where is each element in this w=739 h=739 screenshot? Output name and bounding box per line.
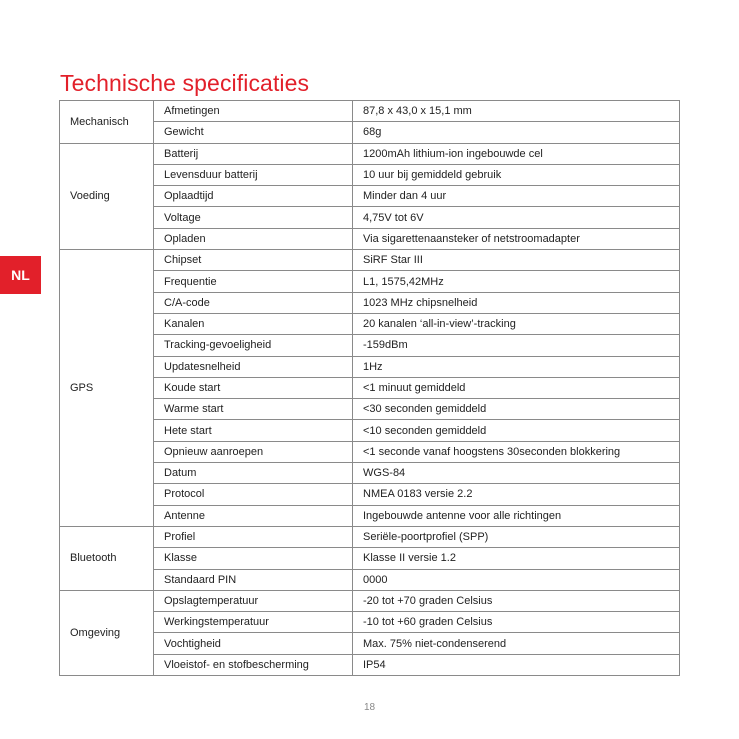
spec-label: Chipset xyxy=(154,250,353,271)
spec-value: 0000 xyxy=(353,569,680,590)
spec-value: 87,8 x 43,0 x 15,1 mm xyxy=(353,101,680,122)
spec-value: Klasse II versie 1.2 xyxy=(353,548,680,569)
spec-value: Max. 75% niet-condenserend xyxy=(353,633,680,654)
spec-value: Ingebouwde antenne voor alle richtingen xyxy=(353,505,680,526)
spec-value: L1, 1575,42MHz xyxy=(353,271,680,292)
spec-table xyxy=(59,100,680,676)
page-number: 18 xyxy=(363,702,376,713)
spec-value: 4,75V tot 6V xyxy=(353,207,680,228)
spec-label: Opladen xyxy=(154,228,353,249)
spec-value: 1Hz xyxy=(353,356,680,377)
spec-label: Frequentie xyxy=(154,271,353,292)
spec-label: Kanalen xyxy=(154,313,353,334)
spec-value: IP54 xyxy=(353,654,680,675)
spec-label: Vloeistof- en stofbescherming xyxy=(154,654,353,675)
spec-value: <30 seconden gemiddeld xyxy=(353,399,680,420)
table-row xyxy=(60,101,680,122)
spec-value: Via sigarettenaansteker of netstroomadapter xyxy=(353,228,680,249)
spec-label: Vochtigheid xyxy=(154,633,353,654)
spec-label: Datum xyxy=(154,463,353,484)
table-row xyxy=(60,590,680,611)
spec-value: NMEA 0183 versie 2.2 xyxy=(353,484,680,505)
spec-value: Minder dan 4 uur xyxy=(353,186,680,207)
group-label: Omgeving xyxy=(60,590,154,675)
spec-label: C/A-code xyxy=(154,292,353,313)
spec-label: Opnieuw aanroepen xyxy=(154,441,353,462)
spec-label: Klasse xyxy=(154,548,353,569)
spec-label: Werkingstemperatuur xyxy=(154,612,353,633)
spec-value: -10 tot +60 graden Celsius xyxy=(353,612,680,633)
group-label: Mechanisch xyxy=(60,101,154,144)
spec-label: Tracking-gevoeligheid xyxy=(154,335,353,356)
spec-label: Standaard PIN xyxy=(154,569,353,590)
group-label: Bluetooth xyxy=(60,526,154,590)
spec-value: 68g xyxy=(353,122,680,143)
spec-label: Hete start xyxy=(154,420,353,441)
table-row xyxy=(60,250,680,271)
spec-value: Seriële-poortprofiel (SPP) xyxy=(353,526,680,547)
spec-value: <1 minuut gemiddeld xyxy=(353,377,680,398)
spec-label: Voltage xyxy=(154,207,353,228)
spec-label: Updatesnelheid xyxy=(154,356,353,377)
spec-label: Levensduur batterij xyxy=(154,164,353,185)
spec-value: <1 seconde vanaf hoogstens 30seconden blokkering xyxy=(353,441,680,462)
language-tab: NL xyxy=(0,256,41,294)
spec-value: 1200mAh lithium-ion ingebouwde cel xyxy=(353,143,680,164)
spec-value: 1023 MHz chipsnelheid xyxy=(353,292,680,313)
spec-label: Gewicht xyxy=(154,122,353,143)
spec-value: -20 tot +70 graden Celsius xyxy=(353,590,680,611)
spec-value: -159dBm xyxy=(353,335,680,356)
table-row xyxy=(60,143,680,164)
spec-label: Profiel xyxy=(154,526,353,547)
spec-label: Koude start xyxy=(154,377,353,398)
spec-label: Afmetingen xyxy=(154,101,353,122)
spec-label: Warme start xyxy=(154,399,353,420)
spec-label: Oplaadtijd xyxy=(154,186,353,207)
spec-table-body xyxy=(60,101,680,676)
spec-label: Antenne xyxy=(154,505,353,526)
spec-label: Opslagtemperatuur xyxy=(154,590,353,611)
spec-value: 20 kanalen ‘all-in-view’-tracking xyxy=(353,313,680,334)
page-title: Technische specificaties xyxy=(60,70,310,97)
spec-value: 10 uur bij gemiddeld gebruik xyxy=(353,164,680,185)
spec-value: SiRF Star III xyxy=(353,250,680,271)
group-label: Voeding xyxy=(60,143,154,249)
spec-label: Batterij xyxy=(154,143,353,164)
spec-value: <10 seconden gemiddeld xyxy=(353,420,680,441)
spec-value: WGS-84 xyxy=(353,463,680,484)
group-label: GPS xyxy=(60,250,154,527)
spec-label: Protocol xyxy=(154,484,353,505)
table-row xyxy=(60,526,680,547)
